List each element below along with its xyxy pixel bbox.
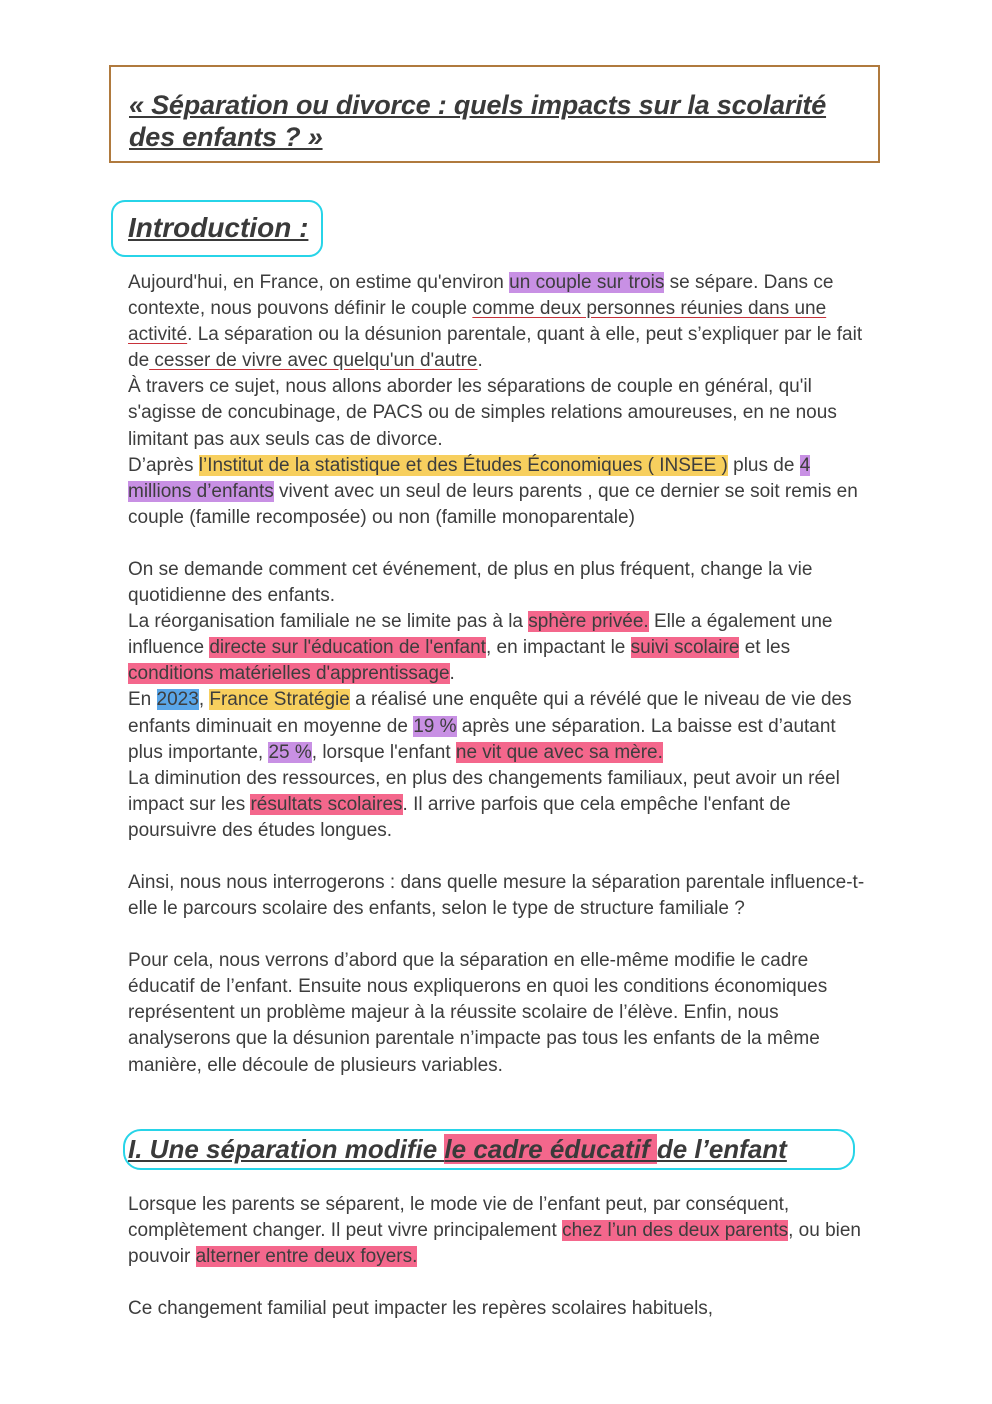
highlight: alterner entre deux foyers.: [195, 1246, 418, 1268]
text: La diminution des ressources, en plus des changements familiaux, peut avoir un réel impact sur les: [128, 767, 840, 815]
text: après une séparation. La baisse est d’autant plus importante,: [128, 715, 836, 763]
highlight: sphère privée.: [528, 611, 649, 633]
paragraph: Ce changement familial peut impacter les repères scolaires habituels,: [128, 1298, 714, 1320]
text: vivent avec un seul de leurs parents , que ce dernier se soit remis en couple (famille recomposée) ou non (famille monoparentale): [128, 480, 858, 528]
underlined-text: cesser de vivre avec quelqu'un d'autre: [149, 350, 478, 372]
text: de l’enfant: [656, 1134, 787, 1164]
highlight: résultats scolaires: [250, 793, 403, 815]
text: La réorganisation familiale ne se limite pas à la: [128, 611, 529, 633]
text: .: [449, 663, 455, 685]
text: , en impactant le: [485, 637, 631, 659]
intro-heading: Introduction :: [128, 212, 309, 243]
text: se sépare. Dans ce contexte, nous pouvons définir le couple: [128, 272, 834, 320]
paragraph: [128, 687, 868, 765]
highlight: l’Institut de la statistique et des Études Économiques ( INSEE ): [198, 454, 728, 476]
text: plus de: [727, 454, 800, 476]
paragraph: À travers ce sujet, nous allons aborder les séparations de couple en général, qu'il s'agisse de concubinage, de PACS ou de simples relations amoureuses, en ne nous limitant pas aux seuls cas de divorce.: [128, 376, 837, 450]
plan-paragraph: Pour cela, nous verrons d’abord que la séparation en elle-même modifie le cadre éducatif de l’enfant. Ensuite nous expliquerons en quoi les conditions économiques représentent un problème majeur à la réussite scolaire de l’élève. Enfin, nous analyserons que la désunion parentale n’impacte pas tous les enfants de la même manière, elle découle de plusieurs variables.: [128, 950, 828, 1076]
highlight: suivi scolaire: [630, 637, 740, 659]
highlight: 4 millions d’enfants: [128, 454, 811, 502]
paragraph: [128, 609, 868, 687]
document-title: « Séparation ou divorce : quels impacts sur la scolarité des enfants ? »: [129, 90, 827, 152]
paragraph: [128, 270, 868, 374]
highlight: un couple sur trois: [509, 272, 665, 293]
text: D’après: [128, 454, 199, 476]
text: , lorsque l'enfant: [311, 741, 456, 763]
paragraph: [128, 766, 868, 844]
highlight: directe sur l'éducation de l'enfant: [209, 637, 486, 659]
text: ,: [198, 689, 210, 711]
paragraph: [128, 1192, 868, 1270]
paragraph: On se demande comment cet événement, de plus en plus fréquent, change la vie quotidienne des enfants.: [128, 558, 813, 607]
text: En: [128, 689, 157, 711]
highlight: conditions matérielles d'apprentissage: [128, 663, 450, 685]
text: , ou bien pouvoir: [128, 1220, 862, 1268]
text: I. Une séparation modifie: [128, 1134, 445, 1164]
highlight: 2023: [156, 689, 199, 711]
section-1-heading: [128, 1131, 787, 1167]
title-box: [109, 65, 880, 163]
highlight: France Stratégie: [209, 689, 350, 711]
problematic-paragraph: Ainsi, nous nous interrogerons : dans quelle mesure la séparation parentale influence-t-elle le parcours scolaire des enfants, selon le type de structure familiale ?: [128, 871, 865, 920]
text: Aujourd'hui, en France, on estime qu'environ: [128, 272, 510, 293]
highlight: chez l’un des deux parents: [562, 1220, 789, 1242]
text: . La séparation ou la désunion parentale, quant à elle, peut s’expliquer par le fait de: [128, 324, 863, 372]
highlight: 19 %: [413, 715, 457, 737]
text: .: [477, 350, 483, 372]
text: Elle a également une influence: [128, 611, 833, 659]
paragraph: [128, 453, 868, 531]
highlight: ne vit que avec sa mère.: [455, 741, 663, 763]
text: Lorsque les parents se séparent, le mode vie de l’enfant peut, par conséquent, complètement changer. Il peut vivre principalement: [128, 1194, 790, 1242]
intro-paragraph-1: [128, 270, 868, 1079]
underlined-text: comme deux personnes réunies dans une activité: [128, 298, 827, 346]
section-1-body: [128, 1192, 868, 1322]
text: a réalisé une enquête qui a révélé que le niveau de vie des enfants diminuait en moyenne de: [128, 689, 852, 737]
text: . Il arrive parfois que cela empêche l'enfant de poursuivre des études longues.: [128, 793, 791, 841]
highlight: le cadre éducatif: [444, 1134, 657, 1164]
text: et les: [739, 637, 791, 659]
highlight: 25 %: [268, 741, 312, 763]
